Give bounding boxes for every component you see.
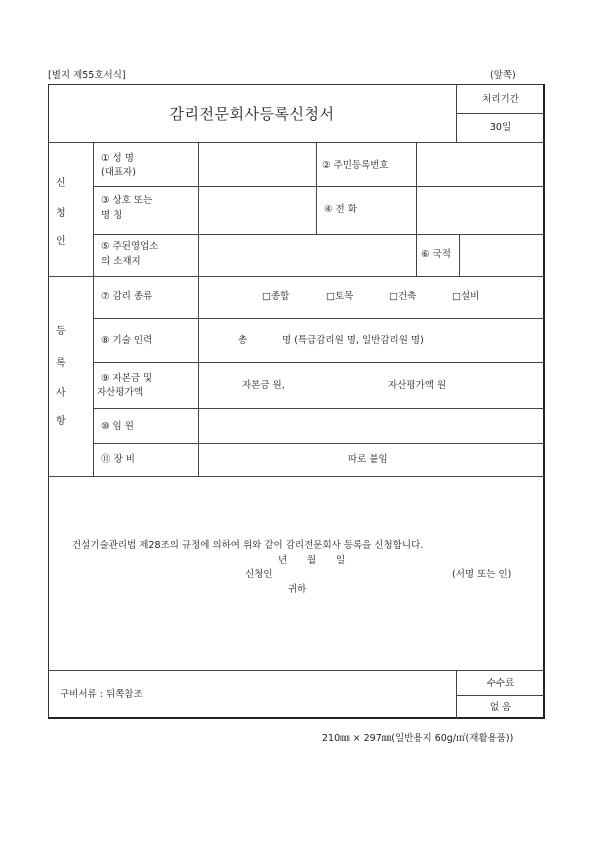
- company-name-field[interactable]: [199, 187, 315, 233]
- form-title: 감리전문회사등록신청서: [169, 104, 335, 123]
- nationality-label: ⑥ 국적: [421, 249, 451, 260]
- address-field[interactable]: [199, 235, 415, 275]
- registration-label-1: 등: [56, 326, 66, 337]
- equipment-label: ⑪ 장 비: [101, 454, 135, 465]
- company-name-label: ③ 상호 또는: [101, 195, 153, 206]
- type-option-facility[interactable]: □설비: [452, 291, 480, 302]
- resident-number-label: ② 주민등록번호: [322, 160, 389, 171]
- table-rule: [93, 362, 545, 363]
- officers-field[interactable]: [199, 409, 544, 443]
- paper-spec: 210㎜ × 297㎜(일반용지 60g/㎡(재활용품)): [322, 733, 514, 744]
- asset-value: 자산평가액 원: [388, 380, 447, 391]
- fee-label: 수수료: [486, 678, 515, 689]
- fee-value: 없 음: [489, 702, 512, 713]
- registration-label-2: 록: [56, 358, 66, 369]
- officers-label: ⑩ 임 원: [101, 421, 134, 432]
- table-rule: [48, 276, 545, 277]
- table-rule: [456, 695, 545, 696]
- form-number: [별지 제55호서식]: [48, 70, 126, 81]
- technical-staff-detail: 명 (특급감리원 명, 일반감리원 명): [282, 335, 424, 346]
- addressee: 귀하: [288, 584, 307, 595]
- nationality-field[interactable]: [460, 235, 544, 275]
- registration-label-3: 사: [56, 388, 66, 399]
- page-side-label: (앞쪽): [490, 70, 516, 81]
- capital-value: 자본금 원,: [242, 380, 285, 391]
- table-rule: [48, 670, 545, 671]
- date-year: 년: [278, 555, 288, 566]
- capital-label: ⑨ 자본금 및: [101, 373, 153, 384]
- resident-number-field[interactable]: [417, 143, 544, 185]
- capital-label-sub: 자산평가액: [97, 387, 143, 398]
- table-rule: [93, 318, 545, 319]
- address-label: ⑤ 주된영업소: [101, 241, 159, 252]
- date-day: 일: [336, 555, 346, 566]
- address-label-sub: 의 소재지: [101, 256, 141, 267]
- supervision-type-label: ⑦ 감리 종류: [101, 291, 153, 302]
- signature-note: (서명 또는 인): [452, 569, 512, 580]
- table-rule: [316, 142, 317, 234]
- name-label-sub: (대표자): [101, 167, 136, 178]
- type-option-general[interactable]: □종합: [262, 291, 290, 302]
- processing-period-label: 처리기간: [482, 94, 519, 105]
- table-rule: [93, 142, 94, 476]
- applicant-label-1: 신: [56, 178, 66, 189]
- registration-label-4: 항: [56, 416, 66, 427]
- processing-period-value: 30일: [489, 122, 512, 133]
- table-rule: [456, 113, 545, 114]
- table-rule: [48, 476, 545, 477]
- type-option-civil[interactable]: □토목: [326, 291, 354, 302]
- name-label: ① 성 명: [101, 153, 134, 164]
- declaration-statement: 건설기술관리법 제28조의 규정에 의하여 위와 같이 감리전문회사 등록을 신청합니다.: [72, 540, 424, 551]
- applicant-label-3: 인: [56, 236, 66, 247]
- applicant-label-2: 청: [56, 208, 66, 219]
- table-rule: [93, 443, 545, 444]
- phone-label: ④ 전 화: [324, 204, 357, 215]
- name-field[interactable]: [199, 143, 315, 185]
- type-option-building[interactable]: □건축: [389, 291, 417, 302]
- company-name-label-sub: 명 칭: [101, 210, 123, 221]
- equipment-value: 따로 붙임: [348, 454, 388, 465]
- phone-field[interactable]: [417, 187, 544, 233]
- technical-staff-total: 총: [238, 335, 248, 346]
- date-month: 월: [307, 555, 317, 566]
- technical-staff-label: ⑧ 기술 인력: [101, 335, 153, 346]
- applicant-signatory: 신청인: [245, 569, 273, 580]
- required-documents: 구비서류 : 뒤쪽참조: [60, 689, 143, 700]
